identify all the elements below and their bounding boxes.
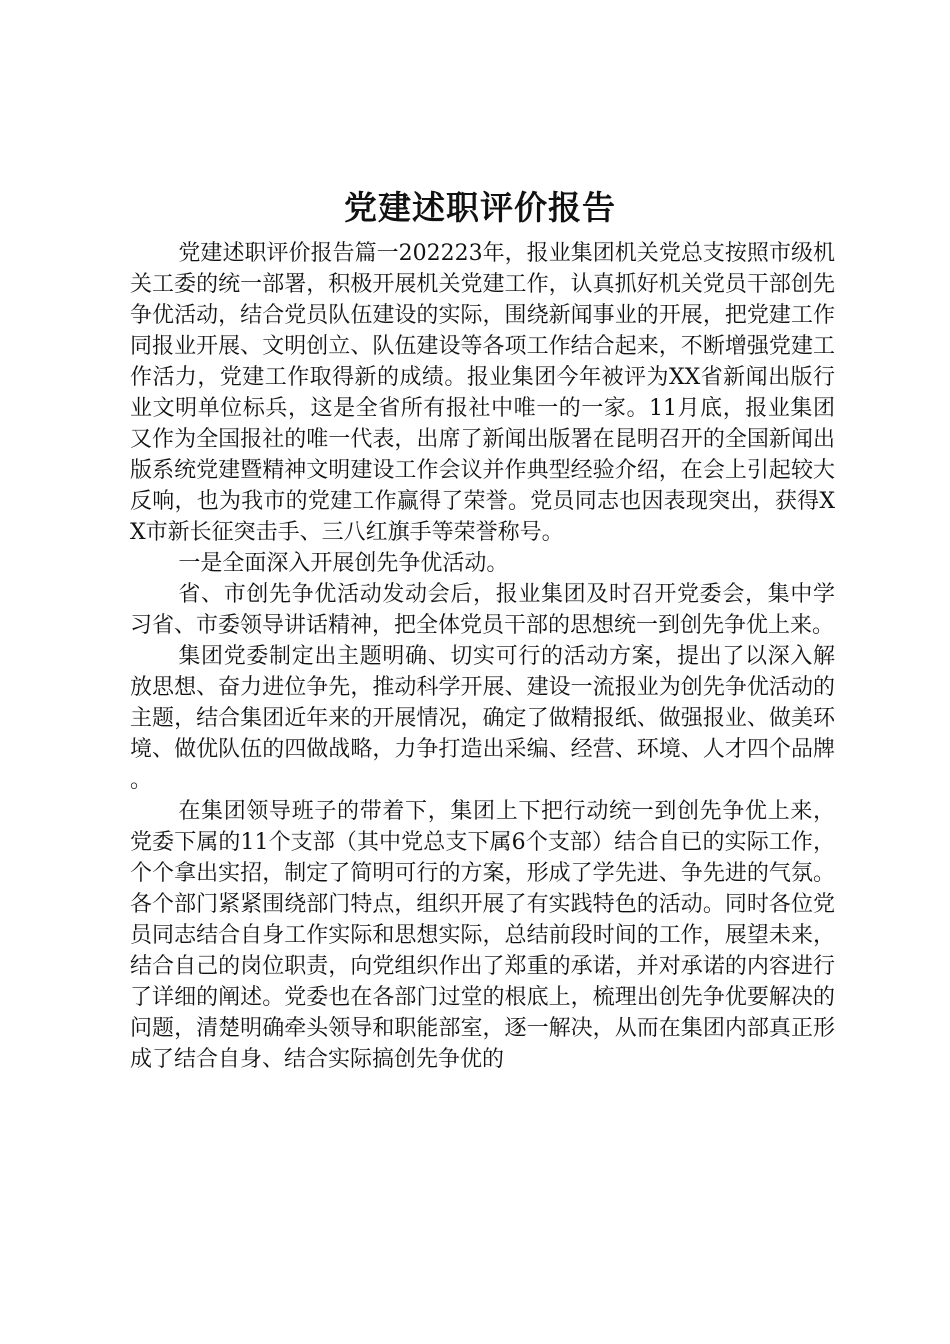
paragraph-activity-plan: 集团党委制定出主题明确、切实可行的活动方案，提出了以深入解放思想、奋力进位争先，推动科学开展、建设一流报业为创先争优活动的主题，结合集团近年来的开展情况，确定了做精报纸、做强报业、做美环境、做优队伍的四做战略，力争打造出采编、经营、环境、人才四个品牌。 bbox=[130, 644, 835, 793]
document-title: 党建述职评价报告 bbox=[344, 188, 616, 227]
paragraph-intro: 党建述职评价报告篇一202223年，报业集团机关党总支按照市级机关工委的统一部署，积极开展机关党建工作，认真抓好机关党员干部创先争优活动，结合党员队伍建设的实际，围绕新闻事业的开展，把党建工作同报业开展、文明创立、队伍建设等各项工作结合起来，不断增强党建工作活力，党建工作取得新的成绩。报业集团今年被评为XX省新闻出版行业文明单位标兵，这是全省所有报社中唯一的一家。11月底，报业集团又作为全国报社的唯一代表，出席了新闻出版署在昆明召开的全国新闻出版系统党建暨精神文明建设工作会议并作典型经验介绍，在会上引起较大反响，也为我市的党建工作赢得了荣誉。党员同志也因表现突出，获得XX市新长征突击手、三八红旗手等荣誉称号。 bbox=[130, 241, 835, 545]
paragraph-mobilization: 省、市创先争优活动发动会后，报业集团及时召开党委会，集中学习省、市委领导讲话精神，把全体党员干部的思想统一到创先争优上来。 bbox=[130, 582, 835, 638]
paragraph-section-heading: 一是全面深入开展创先争优活动。 bbox=[178, 551, 509, 576]
document-body bbox=[130, 238, 835, 1075]
paragraph-implementation: 在集团领导班子的带着下，集团上下把行动统一到创先争优上来，党委下属的11个支部（其中党总支下属6个支部）结合自已的实际工作，个个拿出实招，制定了简明可行的方案，形成了学先进、争先进的气氛。各个部门紧紧围绕部门特点，组织开展了有实践特色的活动。同时各位党员同志结合自身工作实际和思想实际，总结前段时间的工作，展望未来，结合自己的岗位职责，向党组织作出了郑重的承诺，并对承诺的内容进行了详细的阐述。党委也在各部门过堂的根底上，梳理出创先争优要解决的问题，清楚明确牵头领导和职能部室，逐一解决，从而在集团内部真正形成了结合自身、结合实际搞创先争优的 bbox=[130, 799, 835, 1072]
